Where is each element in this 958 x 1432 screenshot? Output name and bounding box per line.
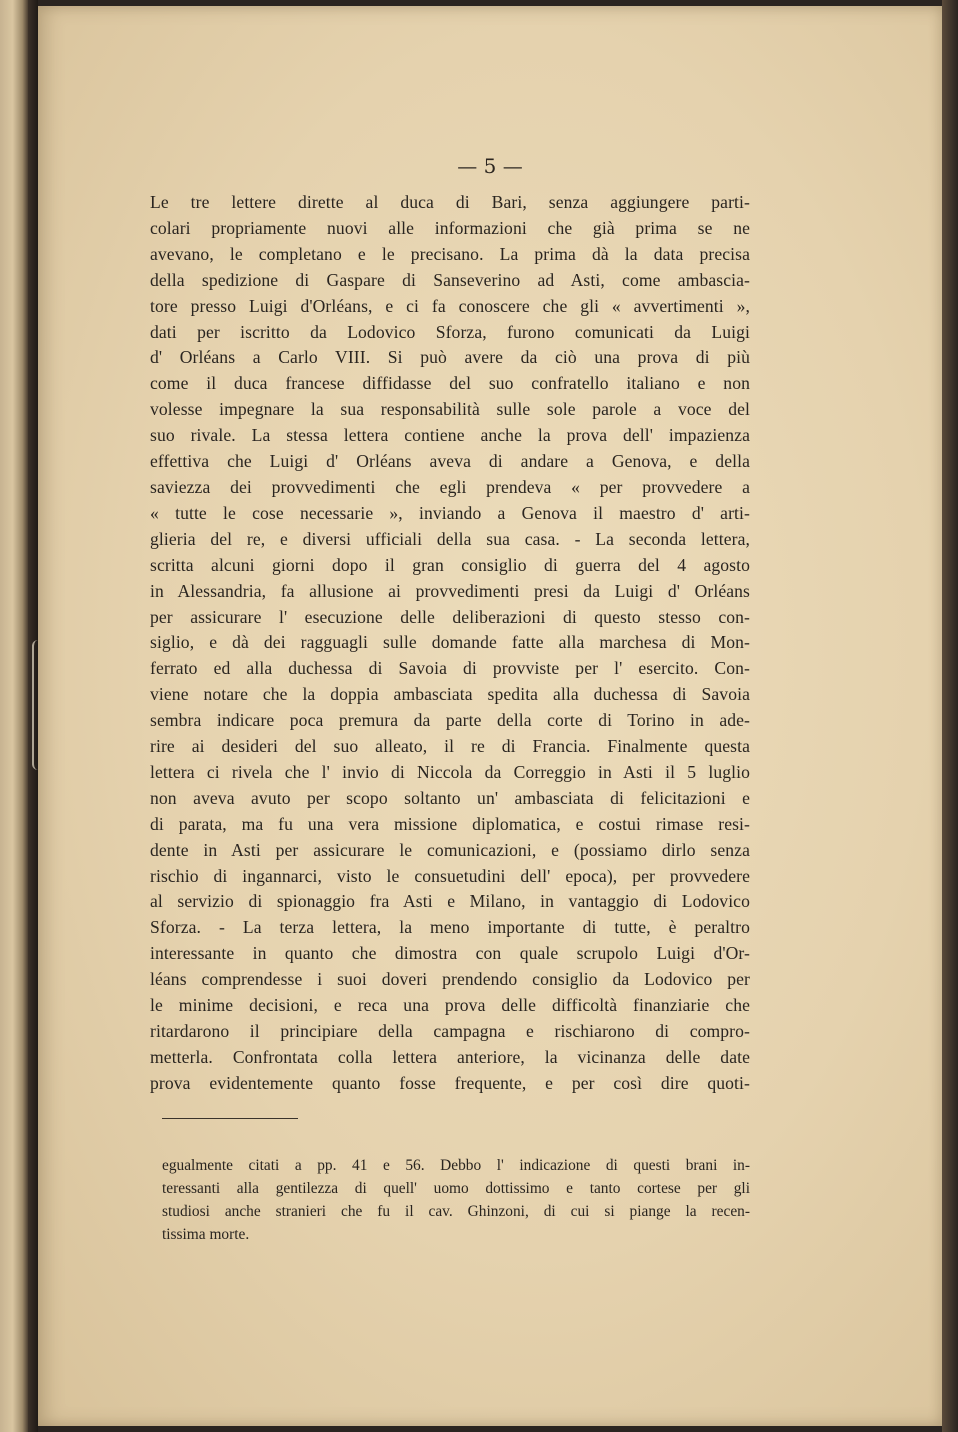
- page: [38, 6, 942, 1426]
- body-line: di parata, ma fu una vera missione diplomatica, e costui rimase resi-: [150, 813, 750, 834]
- body-line: scritta alcuni giorni dopo il gran consiglio di guerra del 4 agosto: [150, 554, 750, 575]
- body-line: in Alessandria, fa allusione ai provvedimenti presi da Luigi d' Orléans: [150, 580, 750, 601]
- body-text: [150, 190, 750, 1097]
- body-line: Le tre lettere dirette al duca di Bari, senza aggiungere parti-: [150, 192, 750, 212]
- body-line: « tutte le cose necessarie », inviando a Genova il maestro d' arti-: [150, 502, 750, 523]
- footnote-line: teressanti alla gentilezza di quell' uomo dottissimo e tanto cortese per gli: [162, 1180, 750, 1197]
- body-line: lettera ci rivela che l' invio di Niccola da Correggio in Asti il 5 luglio: [150, 761, 750, 782]
- footnote-separator: [162, 1118, 298, 1119]
- body-line: come il duca francese diffidasse del suo confratello italiano e non: [150, 373, 750, 394]
- body-line: per assicurare l' esecuzione delle deliberazioni di questo stesso con-: [150, 606, 750, 627]
- body-line: al servizio di spionaggio fra Asti e Milano, in vantaggio di Lodovico: [150, 891, 750, 912]
- body-line: rischio di ingannarci, visto le consuetudini dell' epoca), per provvedere: [150, 865, 750, 886]
- footnote-line: tissima morte.: [162, 1226, 250, 1243]
- page-number: — 5 —: [457, 154, 523, 178]
- body-line: tore presso Luigi d'Orléans, e ci fa conoscere che gli « avvertimenti »,: [150, 295, 750, 316]
- body-line: ritardarono il principiare della campagna e rischiarono di compro-: [150, 1021, 750, 1041]
- body-line: Sforza. - La terza lettera, la meno importante di tutte, è peraltro: [150, 917, 750, 938]
- body-line: colari propriamente nuovi alle informazioni che già prima se ne: [150, 217, 750, 238]
- body-line: della spedizione di Gaspare di Sanseverino ad Asti, come ambascia-: [150, 269, 750, 290]
- body-line: rire ai desideri del suo alleato, il re di Francia. Finalmente questa: [150, 736, 750, 757]
- body-line: glieria del re, e diversi ufficiali della sua casa. - La seconda lettera,: [150, 528, 750, 549]
- footnote-line: studiosi anche stranieri che fu il cav. Ghinzoni, di cui si piange la recen-: [162, 1203, 750, 1220]
- body-line: effettiva che Luigi d' Orléans aveva di andare a Genova, e della: [150, 451, 750, 472]
- body-line: d' Orléans a Carlo VIII. Si può avere da ciò una prova di più: [150, 347, 750, 368]
- body-line: dente in Asti per assicurare le comunicazioni, e (possiamo dirlo senza: [150, 839, 750, 860]
- body-line: metterla. Confrontata colla lettera anteriore, la vicinanza delle date: [150, 1046, 750, 1067]
- body-line: léans comprendesse i suoi doveri prendendo consiglio da Lodovico per: [150, 969, 750, 990]
- body-line: saviezza dei provvedimenti che egli prendeva « per provvedere a: [150, 476, 750, 497]
- body-line: sembra indicare poca premura da parte della corte di Torino in ade-: [150, 710, 750, 731]
- body-line: suo rivale. La stessa lettera contiene anche la prova dell' impazienza: [150, 425, 750, 446]
- body-line: non aveva avuto per scopo soltanto un' ambasciata di felicitazioni e: [150, 787, 750, 808]
- facing-page-edge: [0, 0, 28, 1432]
- footnote-line: egualmente citati a pp. 41 e 56. Debbo l' indicazione di questi brani in-: [162, 1157, 750, 1174]
- body-line: le minime decisioni, e reca una prova delle difficoltà finanziarie che: [150, 995, 750, 1016]
- body-line: avevano, le completano e le precisano. La prima dà la data precisa: [150, 243, 750, 264]
- body-line: siglio, e dà dei ragguagli sulle domande fatte alla marchesa di Mon-: [150, 632, 750, 653]
- body-line: interessante in quanto che dimostra con quale scrupolo Luigi d'Or-: [150, 943, 750, 964]
- scan-background-edge: [942, 0, 958, 1432]
- body-line: ferrato ed alla duchessa di Savoia di provviste per l' esercito. Con-: [150, 658, 750, 679]
- body-line: viene notare che la doppia ambasciata spedita alla duchessa di Savoia: [150, 684, 750, 705]
- body-line: prova evidentemente quanto fosse frequente, e per così dire quoti-: [150, 1072, 750, 1093]
- body-line: volesse impegnare la sua responsabilità sulle sole parole a voce del: [150, 399, 750, 420]
- footnote: [162, 1154, 750, 1246]
- body-line: dati per iscritto da Lodovico Sforza, furono comunicati da Luigi: [150, 321, 750, 342]
